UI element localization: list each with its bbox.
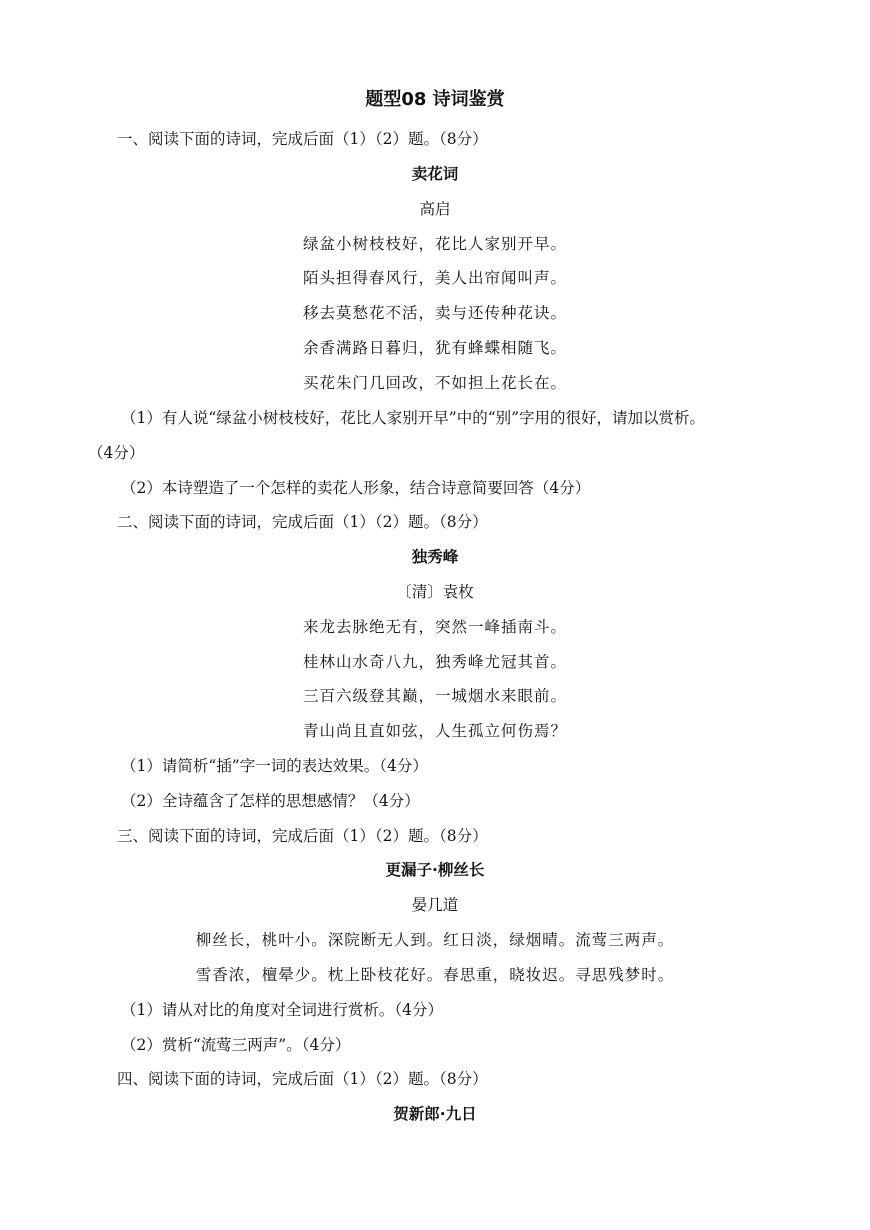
section-1-heading: 一、阅读下面的诗词，完成后面（1）（2）题。（8分） (117, 130, 488, 148)
poem-3-title: 更漏子·柳丝长 (385, 861, 485, 879)
poem-1-line: 移去莫愁花不活，卖与还传种花诀。 (302, 304, 567, 322)
poem-2-line: 桂林山水奇八九，独秀峰尤冠其首。 (302, 653, 567, 671)
poem-2-title: 独秀峰 (411, 548, 459, 566)
page-title: 题型08 诗词鉴赏 (365, 89, 505, 110)
poem-1-line: 买花朱门几回改，不如担上花长在。 (302, 374, 567, 392)
poem-2-line: 三百六级登其巅，一城烟水来眼前。 (302, 687, 567, 705)
question-1-1: （1）有人说“绿盆小树枝枝好，花比人家别开早”中的“别”字用的很好，请加以赏析。 (121, 409, 706, 427)
poem-3-author: 晏几道 (411, 896, 459, 914)
poem-1-line: 绿盆小树枝枝好，花比人家别开早。 (302, 235, 567, 253)
section-4-heading: 四、阅读下面的诗词，完成后面（1）（2）题。（8分） (117, 1070, 488, 1088)
poem-2-line: 青山尚且直如弦，人生孤立何伤焉？ (302, 722, 567, 740)
poem-1-title: 卖花词 (411, 165, 459, 183)
poem-2-author: 〔清〕袁枚 (396, 583, 474, 601)
poem-3-line: 雪香浓，檀晕少。枕上卧枝花好。春思重，晓妆迟。寻思残梦时。 (195, 966, 675, 984)
poem-1-author: 高启 (419, 200, 451, 218)
question-3-1: （1）请从对比的角度对全词进行赏析。（4分） (121, 1001, 443, 1019)
question-2-2: （2）全诗蕴含了怎样的思想感情？（4分） (121, 792, 420, 810)
question-2-1: （1）请简析“插”字一词的表达效果。（4分） (121, 757, 428, 775)
poem-1-line: 陌头担得春风行，美人出帘闻叫声。 (302, 269, 567, 287)
question-3-2: （2）赏析“流莺三两声”。（4分） (121, 1036, 351, 1054)
poem-3-line: 柳丝长，桃叶小。深院断无人到。红日淡，绿烟晴。流莺三两声。 (195, 931, 675, 949)
section-2-heading: 二、阅读下面的诗词，完成后面（1）（2）题。（8分） (117, 513, 488, 531)
poem-2-line: 来龙去脉绝无有，突然一峰插南斗。 (302, 618, 567, 636)
section-3-heading: 三、阅读下面的诗词，完成后面（1）（2）题。（8分） (117, 827, 488, 845)
poem-4-title: 贺新郎·九日 (393, 1105, 477, 1123)
poem-1-line: 余香满路日暮归，犹有蜂蝶相随飞。 (302, 339, 567, 357)
question-1-1-continuation: （4分） (88, 444, 145, 462)
question-1-2: （2）本诗塑造了一个怎样的卖花人形象，结合诗意简要回答（4分） (121, 479, 591, 497)
